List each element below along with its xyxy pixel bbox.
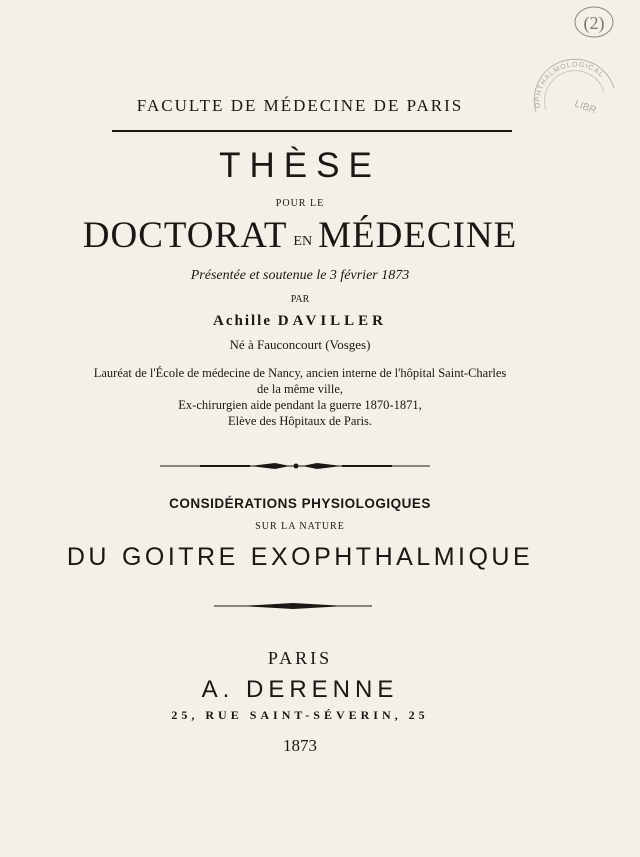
publisher-name: A. DERENNE [201,676,399,703]
credential-line: Ex-chirurgien aide pendant la guerre 1870-1871, [178,398,422,412]
credential-line: de la même ville, [256,382,344,396]
degree-word-doctorat: DOCTORAT [82,215,288,256]
top-rule [112,130,512,132]
par-text: PAR [290,294,310,305]
pour-le-text: POUR LE [275,198,325,209]
author-first-name: Achille [213,313,272,329]
credential-line: Lauréat de l'École de médecine de Nancy, ancien interne de l'hôpital Saint-Charles [93,366,507,380]
subject-word: DU [66,543,110,571]
publisher-address: 25, RUE SAINT-SÉVERIN, 25 [171,708,429,722]
author-credentials [20,365,580,429]
svg-text:LIBR: LIBR [572,98,598,117]
shelfmark-annotation [569,2,619,42]
subtitle-considerations: CONSIDÉRATIONS PHYSIOLOGIQUES [169,496,431,511]
credential-line: Elève des Hôpitaux de Paris. [227,414,373,428]
degree-title [20,214,580,257]
author-surname: DAVILLER [277,313,387,329]
degree-word-medecine: MÉDECINE [318,215,518,256]
sur-la-nature-text: SUR LA NATURE [255,521,345,532]
thesis-subject [20,543,580,572]
author-name [20,313,580,330]
svg-text:(2): (2) [583,13,605,33]
faculty-heading: FACULTE DE MÉDECINE DE PARIS [136,96,464,115]
publication-city: PARIS [267,648,333,668]
ornamental-rule-upper [0,459,640,473]
degree-word-en: EN [293,234,313,249]
publication-year: 1873 [283,736,317,755]
subject-word: GOITRE [121,543,239,571]
subject-word: EXOPHTHALMIQUE [250,543,534,571]
defense-date: Présentée et soutenue le 3 février 1873 [190,268,410,283]
author-birthplace: Né à Fauconcourt (Vosges) [229,337,371,352]
library-stamp [526,48,622,134]
ornamental-rule-lower [0,599,640,613]
thesis-title: THÈSE [219,146,381,185]
svg-text:OPHTHALMOLOGICAL: OPHTHALMOLOGICAL [534,61,606,109]
